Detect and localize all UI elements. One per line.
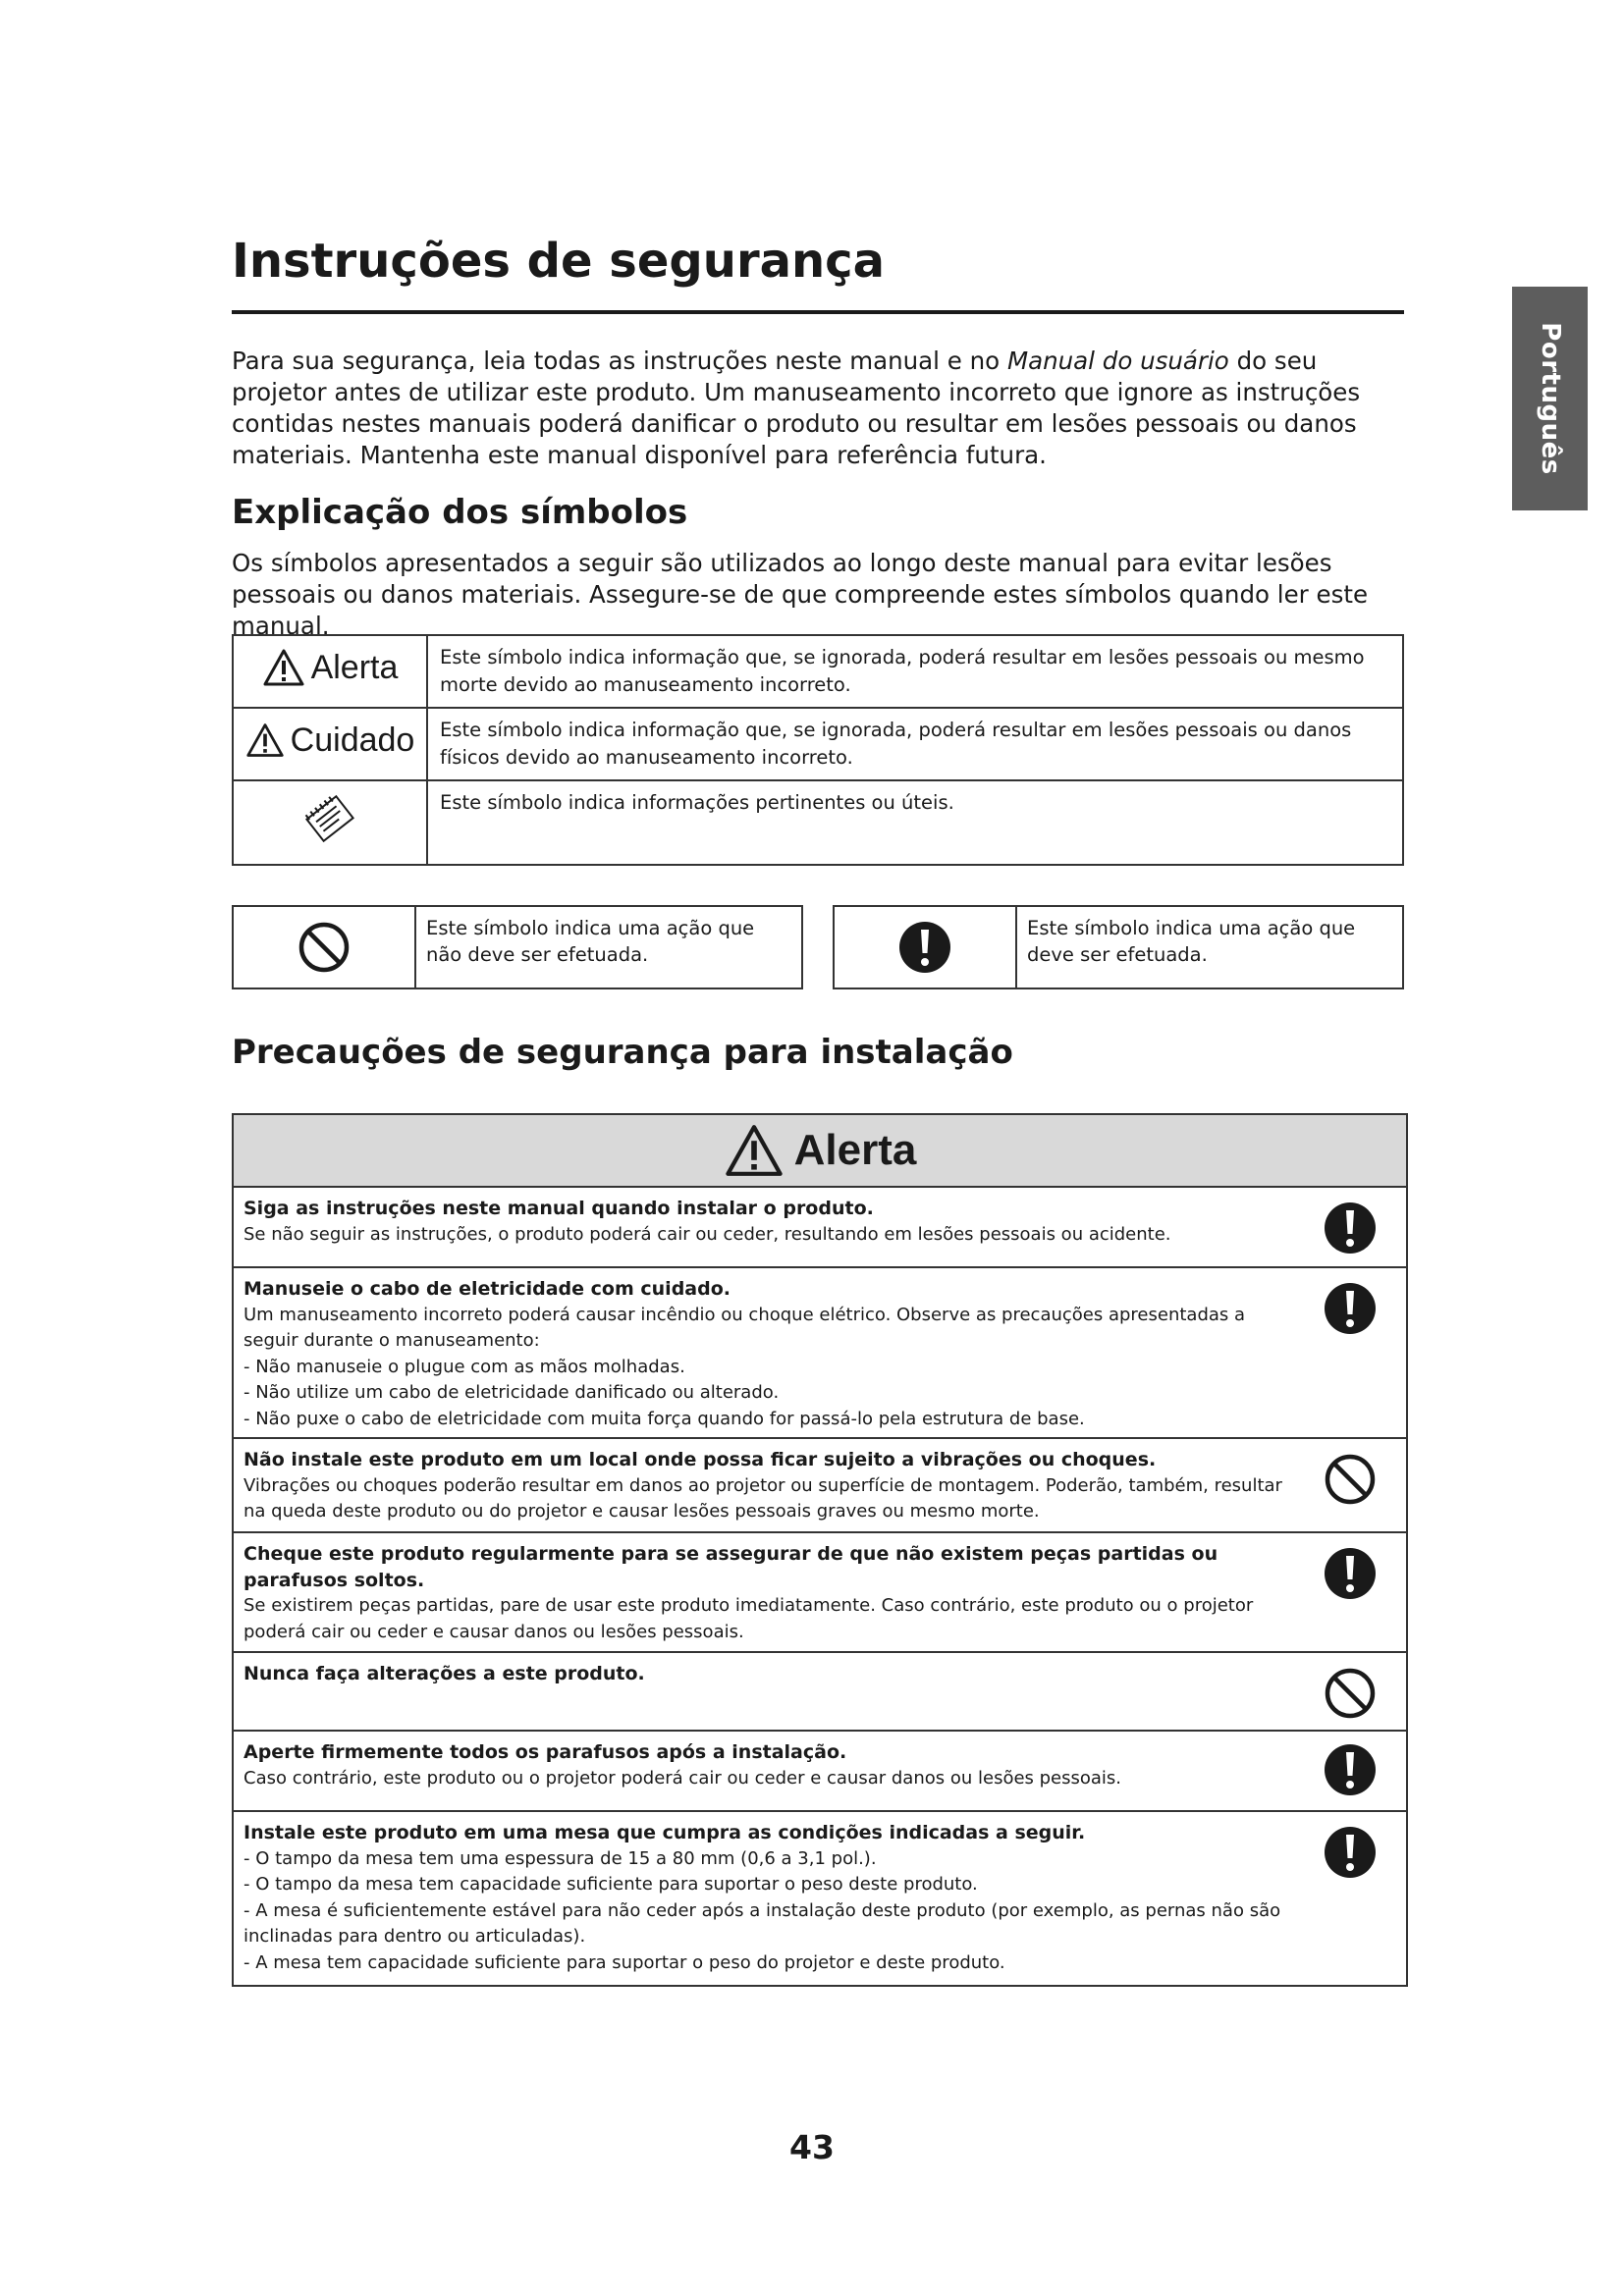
prohibited-icon (1324, 1667, 1377, 1720)
cuidado-symbol (245, 721, 415, 759)
page-title: Instruções de segurança (232, 234, 886, 289)
precaution-line: Se existirem peças partidas, pare de usar este produto imediatamente. Caso contrário, este produto ou o projetor poderá cair ou ceder e causar danos ou lesões pessoais. (244, 1595, 1254, 1642)
alerta-label: Alerta (310, 649, 399, 686)
symbol-cell (233, 780, 427, 865)
alerta-symbol (262, 648, 399, 687)
warning-triangle-icon (245, 721, 285, 759)
installation-heading: Precauções de segurança para instalação (232, 1033, 1013, 1072)
symbol-row-alerta (233, 635, 1403, 708)
symbol-row-note (233, 780, 1403, 865)
note-pencil-icon (299, 791, 360, 846)
warning-triangle-icon (262, 648, 305, 687)
symbol-description: Este símbolo indica informação que, se ignorada, poderá resultar em lesões pessoais ou mesmo morte devido ao manuseamento incorreto. (427, 635, 1403, 708)
mandatory-icon (1324, 1282, 1377, 1335)
prohibited-icon (298, 921, 351, 974)
mandatory-icon (898, 921, 951, 974)
symbol-cell (233, 635, 427, 708)
precaution-line: Caso contrário, este produto ou o projetor poderá cair ou ceder e causar danos ou lesões pessoais. (244, 1767, 1122, 1789)
intro-paragraph (232, 346, 1406, 471)
precaution-row (234, 1812, 1406, 1985)
precaution-row (234, 1188, 1406, 1268)
precaution-row (234, 1732, 1406, 1812)
mandatory-icon-cell (835, 907, 1017, 988)
mandatory-explanation-text: Este símbolo indica uma ação que deve ser efetuada. (1027, 917, 1356, 966)
precaution-title: Não instale este produto em um local onde possa ficar sujeito a vibrações ou choques. (244, 1449, 1157, 1470)
precaution-title: Cheque este produto regularmente para se assegurar de que não existem peças partidas ou parafusos soltos. (244, 1543, 1218, 1591)
intro-part-1: Para sua segurança, leia todas as instruções neste manual e no (232, 347, 1007, 375)
cuidado-label: Cuidado (290, 721, 415, 759)
precaution-line: Se não seguir as instruções, o produto poderá cair ou ceder, resultando em lesões pessoais ou acidente. (244, 1223, 1171, 1245)
language-side-tab-label: Português (1535, 322, 1565, 475)
precaution-title: Siga as instruções neste manual quando instalar o produto. (244, 1198, 874, 1219)
precaution-title: Instale este produto em uma mesa que cumpra as condições indicadas a seguir. (244, 1822, 1086, 1843)
title-rule (232, 310, 1404, 314)
warning-header (234, 1115, 1406, 1188)
page-number: 43 (789, 2128, 835, 2166)
precaution-row (234, 1533, 1406, 1653)
precaution-title: Nunca faça alterações a este produto. (244, 1663, 645, 1684)
precaution-title: Aperte firmemente todos os parafusos após a instalação. (244, 1741, 847, 1763)
precaution-line: Vibrações ou choques poderão resultar em danos ao projetor ou superfície de montagem. Poderão, também, resultar na queda deste produto ou do projetor e causar lesões pessoais graves ou mesmo morte. (244, 1474, 1282, 1522)
symbol-cell (233, 708, 427, 780)
language-side-tab (1512, 287, 1588, 510)
symbol-description: Este símbolo indica informações pertinentes ou úteis. (427, 780, 1403, 865)
precaution-row (234, 1439, 1406, 1533)
mandatory-icon (1324, 1547, 1377, 1600)
precaution-line: - O tampo da mesa tem capacidade suficiente para suportar o peso deste produto. (244, 1874, 978, 1895)
mandatory-icon (1324, 1201, 1377, 1255)
precaution-line: - A mesa tem capacidade suficiente para suportar o peso do projetor e deste produto. (244, 1951, 1005, 1973)
precaution-line: - A mesa é suficientemente estável para não ceder após a instalação deste produto (por exemplo, as pernas não são inclinadas para dentro ou articuladas). (244, 1899, 1281, 1947)
installation-warning-table (232, 1113, 1408, 1987)
prohibited-explanation-text: Este símbolo indica uma ação que não deve ser efetuada. (426, 917, 755, 966)
prohibited-explanation-box (232, 905, 803, 989)
symbol-row-cuidado (233, 708, 1403, 780)
precaution-row (234, 1268, 1406, 1439)
precaution-title: Manuseie o cabo de eletricidade com cuidado. (244, 1278, 731, 1300)
prohibited-icon (1324, 1453, 1377, 1506)
symbols-heading: Explicação dos símbolos (232, 493, 688, 532)
symbols-intro: Os símbolos apresentados a seguir são utilizados ao longo deste manual para evitar lesões pessoais ou danos materiais. Assegure-se de que compreende estes símbolos quando ler este manual. (232, 549, 1369, 640)
precaution-line: Um manuseamento incorreto poderá causar incêndio ou choque elétrico. Observe as precauções apresentadas a seguir durante o manuseamento: (244, 1304, 1246, 1351)
precaution-line: - Não manuseie o plugue com as mãos molhadas. (244, 1356, 685, 1377)
mandatory-explanation-box (833, 905, 1404, 989)
precaution-line: - O tampo da mesa tem uma espessura de 15 a 80 mm (0,6 a 3,1 pol.). (244, 1847, 877, 1869)
precaution-row (234, 1653, 1406, 1732)
warning-triangle-icon (724, 1123, 785, 1178)
precaution-line: - Não puxe o cabo de eletricidade com muita força quando for passá-lo pela estrutura de base. (244, 1408, 1085, 1429)
warning-header-label: Alerta (793, 1126, 917, 1174)
intro-manual-reference: Manual do usuário (1006, 347, 1229, 375)
mandatory-icon (1324, 1826, 1377, 1879)
precaution-line: - Não utilize um cabo de eletricidade danificado ou alterado. (244, 1382, 780, 1403)
mandatory-icon (1324, 1743, 1377, 1796)
intro-part-2: do seu projetor antes de utilizar este produto. Um manuseamento incorreto que ignore as instruções contidas nestes manuais poderá danificar o produto ou resultar em lesões pessoais ou danos materiais. Mantenha este manual disponível para referência futura. (232, 347, 1361, 469)
prohibited-icon-cell (234, 907, 416, 988)
symbol-description: Este símbolo indica informação que, se ignorada, poderá resultar em lesões pessoais ou danos físicos devido ao manuseamento incorreto. (427, 708, 1403, 780)
symbols-table (232, 634, 1404, 866)
